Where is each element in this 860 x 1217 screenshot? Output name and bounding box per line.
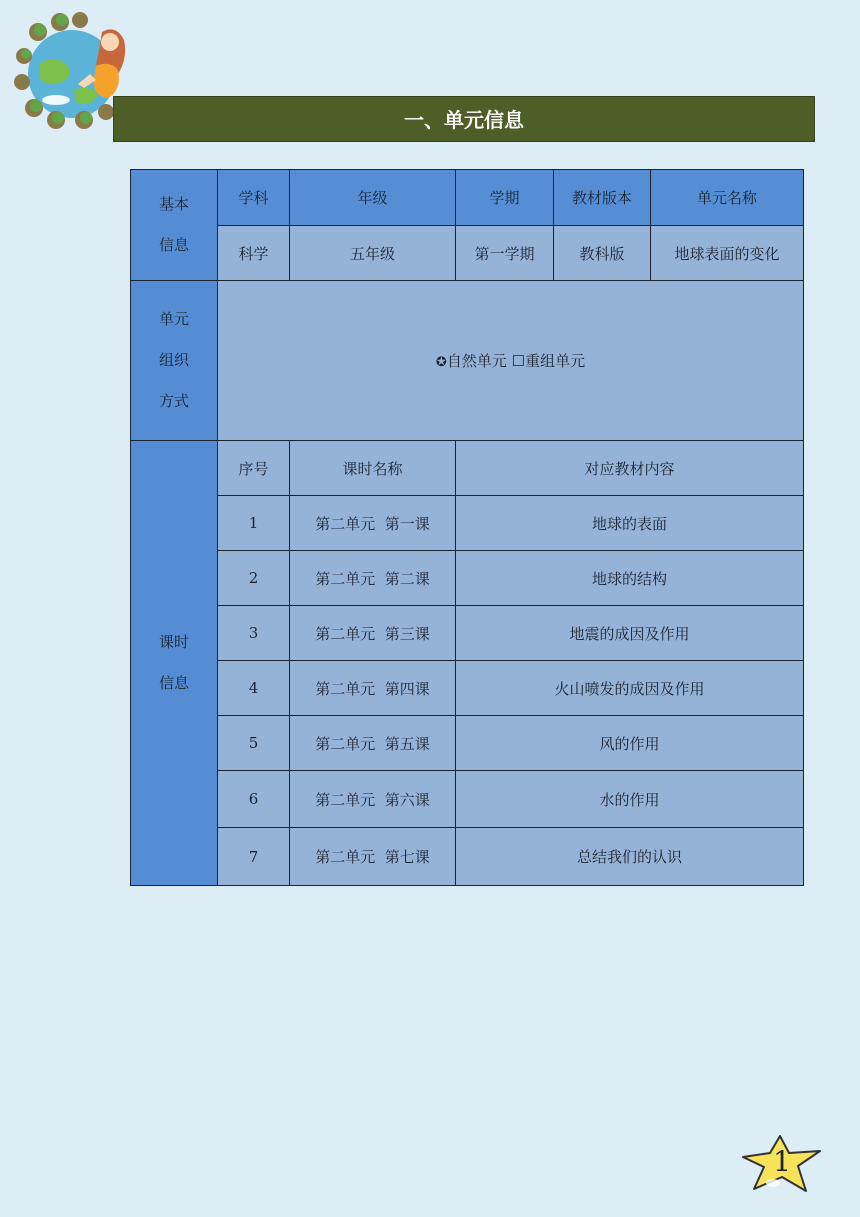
lesson-content: 地震的成因及作用 <box>456 606 804 661</box>
option-label: 自然单元 <box>446 352 507 370</box>
lesson-name: 第二单元 第七课 <box>290 828 456 886</box>
header-unit-name: 单元名称 <box>651 170 804 226</box>
lesson-content: 地球的表面 <box>456 496 804 551</box>
lesson-number: 6 <box>218 771 290 828</box>
lesson-name: 第二单元 第六课 <box>290 771 456 828</box>
label-line: 方式 <box>158 392 189 410</box>
header-grade: 年级 <box>290 170 456 226</box>
header-textbook: 教材版本 <box>554 170 651 226</box>
label-line: 单元 <box>158 310 189 328</box>
lesson-number: 1 <box>218 496 290 551</box>
value-textbook: 教科版 <box>554 226 651 281</box>
lesson-name: 第二单元 第一课 <box>290 496 456 551</box>
table-row <box>131 496 804 551</box>
lesson-name: 第二单元 第五课 <box>290 716 456 771</box>
section-title-banner <box>113 96 815 142</box>
header-semester: 学期 <box>456 170 554 226</box>
table-row <box>131 716 804 771</box>
label-line: 信息 <box>158 236 189 254</box>
lesson-number: 2 <box>218 551 290 606</box>
value-grade: 五年级 <box>290 226 456 281</box>
option-label: 重组单元 <box>525 352 586 370</box>
lesson-number: 4 <box>218 661 290 716</box>
header-subject: 学科 <box>218 170 290 226</box>
value-unit-name: 地球表面的变化 <box>651 226 804 281</box>
table-row <box>131 606 804 661</box>
table-row <box>131 661 804 716</box>
organization-label <box>131 281 218 441</box>
page-number: 1 <box>773 1145 791 1178</box>
label-line: 组织 <box>158 351 189 369</box>
value-semester: 第一学期 <box>456 226 554 281</box>
lesson-number: 7 <box>218 828 290 886</box>
table-row <box>131 828 804 886</box>
organization-options <box>218 281 804 441</box>
basic-info-label <box>131 170 218 281</box>
lesson-name: 第二单元 第四课 <box>290 661 456 716</box>
natural-unit-option[interactable] <box>436 352 512 370</box>
label-line: 信息 <box>158 674 189 692</box>
regrouped-unit-option[interactable] <box>512 352 585 370</box>
lesson-content: 火山喷发的成因及作用 <box>456 661 804 716</box>
lesson-info-label <box>131 441 218 886</box>
header-number: 序号 <box>218 441 290 496</box>
lesson-content: 水的作用 <box>456 771 804 828</box>
lesson-content: 风的作用 <box>456 716 804 771</box>
lesson-name: 第二单元 第三课 <box>290 606 456 661</box>
label-line: 课时 <box>158 633 189 651</box>
lesson-content: 地球的结构 <box>456 551 804 606</box>
value-subject: 科学 <box>218 226 290 281</box>
lesson-name: 第二单元 第二课 <box>290 551 456 606</box>
header-lesson-name: 课时名称 <box>290 441 456 496</box>
lesson-number: 3 <box>218 606 290 661</box>
lesson-content: 总结我们的认识 <box>456 828 804 886</box>
unit-info-table <box>130 169 804 886</box>
header-content: 对应教材内容 <box>456 441 804 496</box>
label-line: 基本 <box>158 195 189 213</box>
checkbox-icon: ☐ <box>511 352 526 370</box>
radio-symbol-icon: ✪ <box>435 355 447 370</box>
table-row <box>131 551 804 606</box>
table-row <box>131 771 804 828</box>
page-number-badge <box>740 1133 824 1195</box>
section-title: 一、单元信息 <box>404 108 524 132</box>
lesson-number: 5 <box>218 716 290 771</box>
